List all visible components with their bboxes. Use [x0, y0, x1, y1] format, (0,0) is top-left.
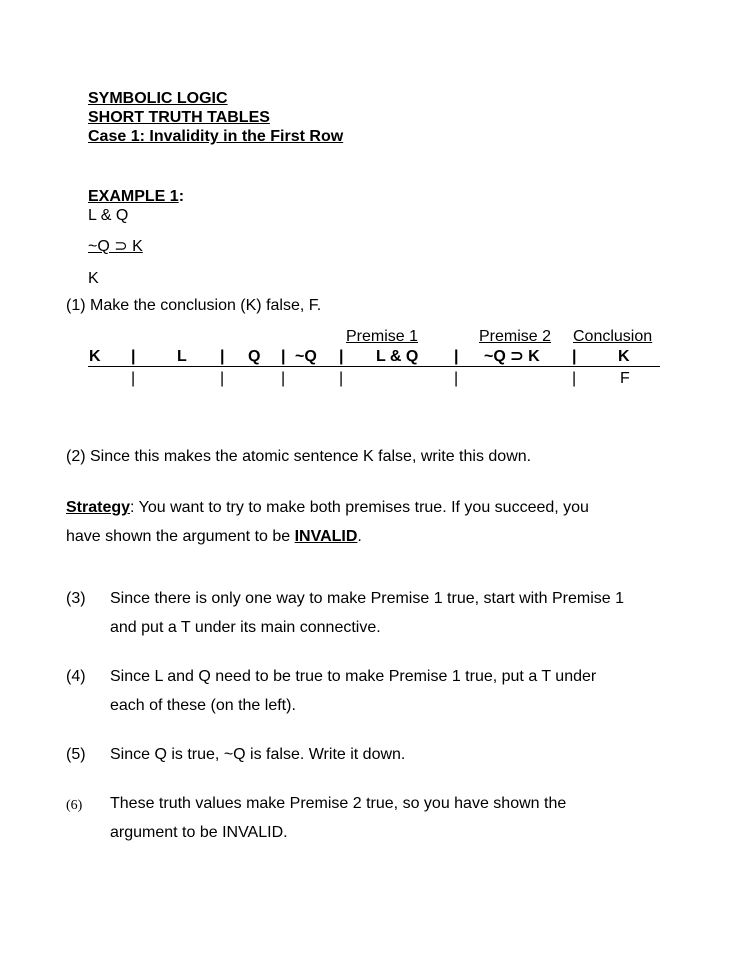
- table-separator: |: [572, 348, 577, 365]
- table-separator: |: [339, 370, 344, 387]
- table-header-premise2: Premise 2: [479, 328, 552, 345]
- strategy-line-1: [66, 499, 589, 517]
- strategy-text: have shown the argument to be: [66, 528, 295, 545]
- table-separator: |: [339, 348, 344, 365]
- example-conclusion: K: [88, 270, 99, 287]
- table-header-conclusion: Conclusion: [573, 328, 653, 345]
- table-separator: |: [281, 348, 286, 365]
- strategy-invalid: INVALID: [294, 528, 358, 545]
- example-heading: [88, 188, 184, 206]
- table-col-k: K: [89, 348, 101, 365]
- step-6-line-2: argument to be INVALID.: [110, 824, 288, 841]
- table-header-rule: [88, 366, 660, 367]
- strategy-line-2: [66, 528, 362, 546]
- table-cell-conclusion-value: F: [620, 370, 630, 387]
- example-premise1: L & Q: [88, 207, 129, 224]
- table-header-premise1: Premise 1: [346, 328, 419, 345]
- table-separator: |: [281, 370, 286, 387]
- table-col-not-q: ~Q: [295, 348, 317, 365]
- example-label: EXAMPLE 1: [88, 188, 179, 205]
- example-premise2: ~Q ⊃ K: [88, 238, 143, 255]
- step-6-number: (6): [66, 798, 83, 813]
- step-3-line-2: and put a T under its main connective.: [110, 619, 381, 636]
- step-3-line-1: Since there is only one way to make Premise 1 true, start with Premise 1: [110, 590, 624, 607]
- table-col-conclusion: K: [618, 348, 630, 365]
- strategy-text: : You want to try to make both premises true. If you succeed, you: [130, 499, 589, 516]
- doc-subtitle: SHORT TRUTH TABLES: [88, 109, 270, 126]
- strategy-label: Strategy: [66, 499, 131, 516]
- step-5-line-1: Since Q is true, ~Q is false. Write it down.: [110, 746, 406, 763]
- step-4-line-2: each of these (on the left).: [110, 697, 296, 714]
- table-col-l: L: [177, 348, 187, 365]
- step-4-line-1: Since L and Q need to be true to make Premise 1 true, put a T under: [110, 668, 597, 685]
- step-4-number: (4): [66, 668, 86, 685]
- strategy-period: .: [357, 528, 362, 545]
- table-col-premise2: ~Q ⊃ K: [484, 348, 540, 365]
- table-separator: |: [131, 348, 136, 365]
- doc-title: SYMBOLIC LOGIC: [88, 90, 228, 107]
- step-1-text: (1) Make the conclusion (K) false, F.: [66, 297, 322, 314]
- example-colon: :: [178, 188, 185, 205]
- table-separator: |: [220, 348, 225, 365]
- table-separator: |: [454, 370, 459, 387]
- step-5-number: (5): [66, 746, 86, 763]
- table-separator: |: [454, 348, 459, 365]
- table-col-q: Q: [248, 348, 261, 365]
- table-separator: |: [220, 370, 225, 387]
- step-2-text: (2) Since this makes the atomic sentence K false, write this down.: [66, 448, 532, 465]
- table-col-premise1: L & Q: [376, 348, 419, 365]
- doc-case-heading: Case 1: Invalidity in the First Row: [88, 128, 344, 145]
- step-3-number: (3): [66, 590, 86, 607]
- step-6-line-1: These truth values make Premise 2 true, so you have shown the: [110, 795, 567, 812]
- table-separator: |: [131, 370, 136, 387]
- table-separator: |: [572, 370, 577, 387]
